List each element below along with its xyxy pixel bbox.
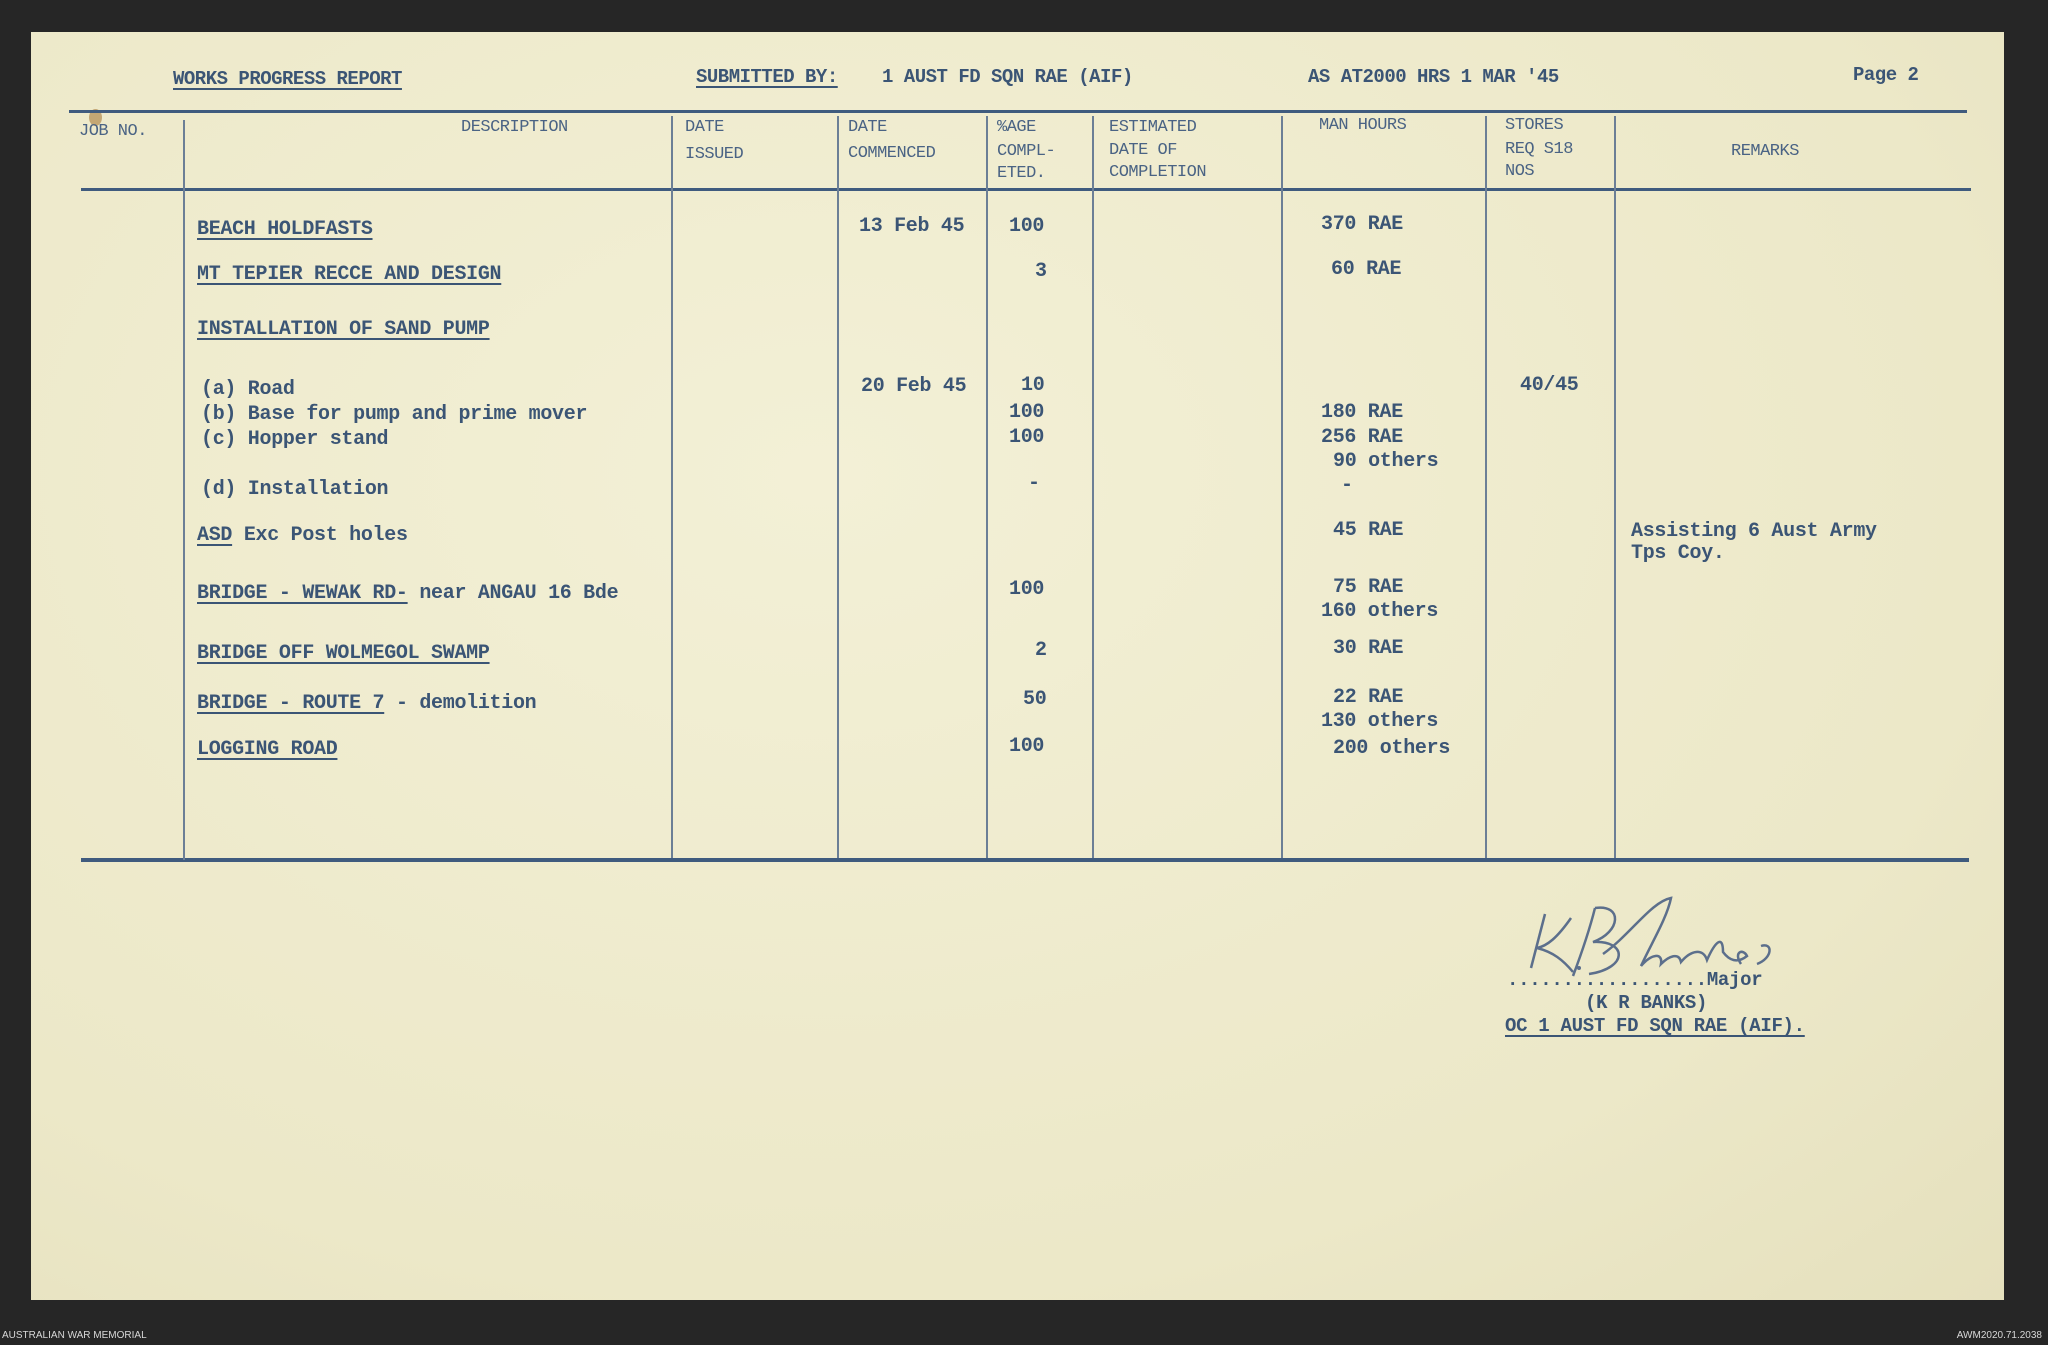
as-at-date: AS AT2000 HRS 1 MAR '45	[1308, 66, 1559, 88]
row-pct-wolmegol: 2	[1035, 639, 1047, 662]
row-hours-route7: 22 RAE	[1333, 686, 1404, 709]
row-desc-route7-title: BRIDGE - ROUTE 7	[197, 692, 385, 715]
signature-rank-line: ..................Major	[1507, 969, 1763, 991]
row-pct-beach: 100	[1009, 215, 1045, 238]
col-divider	[1092, 116, 1094, 858]
header-bottom-rule	[81, 188, 1971, 191]
row-hours-asd: 45 RAE	[1333, 519, 1404, 542]
row-stores-road: 40/45	[1520, 374, 1579, 397]
signature-name: (K R BANKS)	[1585, 992, 1708, 1014]
row-desc-beach: BEACH HOLDFASTS	[197, 218, 373, 241]
row-pct-logging: 100	[1009, 735, 1045, 758]
submitted-by-value: 1 AUST FD SQN RAE (AIF)	[882, 66, 1133, 88]
row-desc-asd-text: Exc Post holes	[243, 524, 408, 547]
row-desc-wewak-title: BRIDGE - WEWAK RD-	[197, 582, 408, 605]
row-pct-route7: 50	[1023, 688, 1047, 711]
row-hours-base: 180 RAE	[1321, 401, 1403, 424]
col-divider	[1281, 116, 1283, 858]
row-hours-wolmegol: 30 RAE	[1333, 637, 1404, 660]
col-description: DESCRIPTION	[461, 118, 568, 137]
submitted-by-label: SUBMITTED BY:	[696, 66, 838, 88]
signature-unit: OC 1 AUST FD SQN RAE (AIF).	[1505, 1015, 1805, 1037]
col-divider	[671, 116, 673, 858]
col-remarks: REMARKS	[1731, 142, 1799, 161]
col-divider	[837, 116, 839, 858]
col-pct-1: %AGE	[997, 118, 1036, 137]
col-man-hours: MAN HOURS	[1319, 116, 1407, 135]
row-pct-road: 10	[1021, 374, 1045, 397]
row-desc-hopper: (c) Hopper stand	[201, 428, 389, 451]
report-title: WORKS PROGRESS REPORT	[173, 68, 402, 90]
col-divider	[183, 120, 185, 860]
row-desc-asd-code: ASD	[197, 524, 233, 547]
row-hours-beach: 370 RAE	[1321, 213, 1403, 236]
row-hours-tepier: 60 RAE	[1331, 258, 1402, 281]
col-stores-2: REQ S18	[1505, 140, 1573, 159]
row-hours2-route7: 130 others	[1321, 710, 1439, 733]
col-job-no: JOB NO.	[79, 122, 147, 141]
col-stores-1: STORES	[1505, 116, 1564, 135]
row-desc-logging: LOGGING ROAD	[197, 738, 338, 761]
row-remarks-asd-1: Assisting 6 Aust Army	[1631, 520, 1877, 543]
row-pct-base: 100	[1009, 401, 1045, 424]
row-commenced-beach: 13 Feb 45	[859, 215, 965, 238]
row-pct-hopper: 100	[1009, 426, 1045, 449]
row-desc-road: (a) Road	[201, 378, 295, 401]
row-commenced-road: 20 Feb 45	[861, 375, 967, 398]
row-desc-wewak	[197, 582, 618, 605]
row-remarks-asd-2: Tps Coy.	[1631, 542, 1725, 565]
report-sheet	[31, 32, 2004, 1300]
page-number: Page 2	[1853, 64, 1919, 86]
row-pct-wewak: 100	[1009, 578, 1045, 601]
row-desc-asd	[197, 524, 408, 547]
row-desc-sandpump: INSTALLATION OF SAND PUMP	[197, 318, 490, 341]
col-divider	[1614, 116, 1616, 858]
row-hours-logging: 200 others	[1333, 737, 1451, 760]
col-est-3: COMPLETION	[1109, 163, 1207, 182]
row-desc-tepier: MT TEPIER RECCE AND DESIGN	[197, 263, 502, 286]
col-est-2: DATE OF	[1109, 141, 1177, 160]
col-divider	[986, 116, 988, 858]
row-desc-install: (d) Installation	[201, 478, 389, 501]
row-hours-wewak: 75 RAE	[1333, 576, 1404, 599]
col-pct-2: COMPL-	[997, 142, 1056, 161]
col-date-issued-2: ISSUED	[685, 145, 744, 164]
col-pct-3: ETED.	[997, 164, 1046, 183]
archive-reference: AWM2020.71.2038	[1956, 1330, 2042, 1341]
row-desc-wewak-text: near ANGAU 16 Bde	[419, 582, 619, 605]
row-desc-route7	[197, 692, 536, 715]
col-stores-3: NOS	[1505, 162, 1535, 181]
row-desc-base: (b) Base for pump and prime mover	[201, 403, 588, 426]
row-desc-wolmegol: BRIDGE OFF WOLMEGOL SWAMP	[197, 642, 490, 665]
col-divider	[1485, 116, 1487, 858]
row-hours2-hopper: 90 others	[1333, 450, 1439, 473]
col-est-1: ESTIMATED	[1109, 118, 1197, 137]
col-date-commenced-1: DATE	[848, 118, 887, 137]
row-pct-tepier: 3	[1035, 260, 1047, 283]
archive-credit: AUSTRALIAN WAR MEMORIAL	[2, 1330, 147, 1341]
table-bottom-rule	[81, 858, 1969, 862]
col-date-issued-1: DATE	[685, 118, 724, 137]
row-desc-route7-text: - demolition	[395, 692, 537, 715]
col-date-commenced-2: COMMENCED	[848, 144, 936, 163]
row-hours2-wewak: 160 others	[1321, 600, 1439, 623]
row-hours-hopper: 256 RAE	[1321, 426, 1403, 449]
row-pct-install: -	[1028, 472, 1040, 495]
row-hours-install: -	[1341, 474, 1353, 497]
header-top-rule	[69, 110, 1967, 113]
